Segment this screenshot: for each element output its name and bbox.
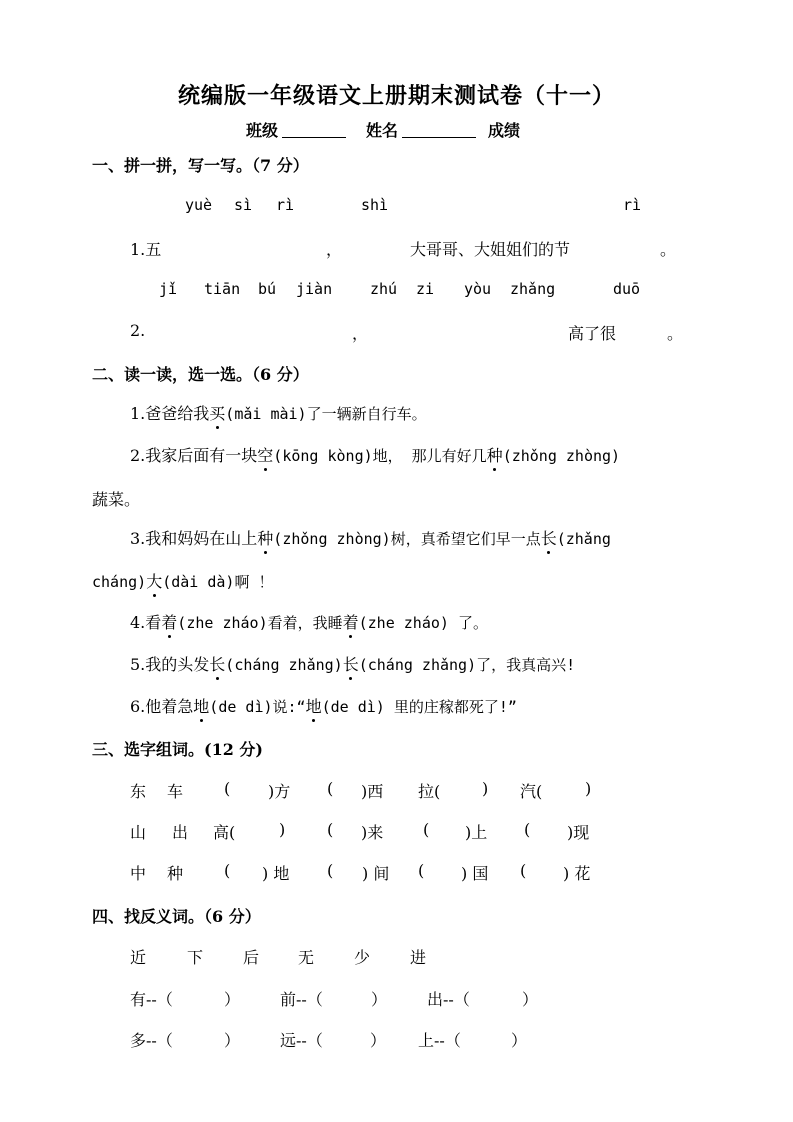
q-text: (mǎi mài)了一辆新自行车。 xyxy=(225,405,427,423)
q-text: (zhǎng xyxy=(556,530,611,548)
pinyin: sì xyxy=(234,196,253,214)
cell: ) 间 xyxy=(362,864,390,883)
dotted-char: 种 xyxy=(487,443,503,466)
line-1-comma: ， xyxy=(326,240,343,259)
pinyin: duō xyxy=(613,280,641,298)
pinyin: yuè xyxy=(185,196,213,214)
pinyin: rì xyxy=(276,196,295,214)
dotted-char: 长 xyxy=(209,652,225,675)
dotted-char: 着 xyxy=(161,610,177,633)
cell: 汽( xyxy=(520,782,543,801)
cell: 山 xyxy=(130,823,147,842)
pair: ） xyxy=(370,1031,387,1050)
word: 进 xyxy=(410,948,427,967)
q-text: (dài dà)啊 ！ xyxy=(162,573,274,591)
pinyin: yòu xyxy=(464,280,492,298)
pinyin: jǐ xyxy=(159,280,178,298)
word: 后 xyxy=(243,948,260,967)
name-blank[interactable] xyxy=(402,121,476,138)
q-text: 5.我的头发 xyxy=(130,655,210,674)
cell: ( xyxy=(524,820,531,839)
pinyin: zi xyxy=(416,280,435,298)
line-2-number: 2. xyxy=(130,321,146,340)
q-text: (cháng zhǎng) xyxy=(225,656,343,674)
line-1-text: 大哥哥、大姐姐们的节 xyxy=(410,240,571,259)
pair: ） xyxy=(511,1031,528,1050)
cell: ) 国 xyxy=(461,864,489,883)
pair: 有--（ xyxy=(130,990,173,1009)
cell: ) xyxy=(279,820,286,839)
word: 下 xyxy=(187,948,204,967)
q-text: 4.看 xyxy=(130,613,162,632)
question-5 xyxy=(130,652,575,675)
pair: 出--（ xyxy=(427,990,470,1009)
line-1-number: 1.五 xyxy=(130,240,162,259)
question-1 xyxy=(130,401,427,424)
line-2-comma: ， xyxy=(352,324,369,343)
section-1-heading: 一、拼一拼，写一写。（7 分） xyxy=(92,156,309,175)
dotted-char: 大 xyxy=(146,569,162,592)
pair: ） xyxy=(224,990,241,1009)
q-text: (zhe zháo) 了。 xyxy=(358,614,488,632)
pinyin: jiàn xyxy=(296,280,333,298)
page-title: 统编版一年级语文上册期末测试卷（十一） xyxy=(177,83,615,109)
cell: ) xyxy=(585,779,592,798)
cell: 东 xyxy=(130,782,147,801)
cell: ) 地 xyxy=(262,864,290,883)
dotted-char: 着 xyxy=(343,610,359,633)
pinyin: bú xyxy=(258,280,277,298)
q-text: 3.我和妈妈在山上 xyxy=(130,529,258,548)
q-text: (de dì) 里的庄稼都死了!” xyxy=(321,698,517,716)
dotted-char: 地 xyxy=(193,694,209,717)
cell: )现 xyxy=(567,823,590,842)
cell: ( xyxy=(224,861,231,880)
cell: ) xyxy=(482,779,489,798)
question-3 xyxy=(130,526,611,549)
pinyin: zhú xyxy=(370,280,398,298)
cell: ( xyxy=(224,779,231,798)
pinyin: rì xyxy=(623,196,642,214)
pair: 前--（ xyxy=(280,990,323,1009)
cell: ) 花 xyxy=(563,864,591,883)
pair: 上--（ xyxy=(418,1031,461,1050)
cell: ( xyxy=(520,861,527,880)
question-3-cont xyxy=(92,569,273,592)
q-text: cháng) xyxy=(92,573,147,591)
q-text: 6.他着急 xyxy=(130,697,194,716)
class-blank[interactable] xyxy=(282,121,346,138)
dotted-char: 买 xyxy=(209,401,225,424)
cell: )来 xyxy=(361,823,384,842)
cell: )西 xyxy=(361,782,384,801)
cell: 车 xyxy=(167,782,184,801)
pinyin: tiān xyxy=(204,280,241,298)
q-text: (kōng kòng)地， 那儿有好几 xyxy=(273,447,487,465)
q-text: (zhǒng zhòng) xyxy=(502,447,621,465)
cell: 高( xyxy=(213,823,236,842)
question-2-cont: 蔬菜。 xyxy=(92,490,141,509)
cell: )方 xyxy=(268,782,291,801)
line-1-end: 。 xyxy=(660,240,677,259)
question-2 xyxy=(130,443,620,466)
cell: ( xyxy=(423,820,430,839)
pair: ） xyxy=(224,1031,241,1050)
word: 近 xyxy=(130,948,147,967)
dotted-char: 地 xyxy=(306,694,322,717)
q-text: (zhe zháo)看着，我睡 xyxy=(177,614,343,632)
pair: 多--（ xyxy=(130,1031,173,1050)
line-2-end: 。 xyxy=(667,324,684,343)
q-text: (de dì)说:“ xyxy=(209,698,306,716)
pair: ） xyxy=(522,990,539,1009)
q-text: (zhǒng zhòng)树，真希望它们早一点 xyxy=(273,530,541,548)
cell: 拉( xyxy=(418,782,441,801)
q-text: (cháng zhǎng)了，我真高兴! xyxy=(358,656,576,674)
section-2-heading: 二、读一读，选一选。（6 分） xyxy=(92,365,309,384)
dotted-char: 长 xyxy=(343,652,359,675)
dotted-char: 空 xyxy=(257,443,273,466)
cell: ( xyxy=(418,861,425,880)
cell: 种 xyxy=(167,864,184,883)
cell: ( xyxy=(327,820,334,839)
name-label: 姓名 xyxy=(366,121,399,140)
q-text: 2.我家后面有一块 xyxy=(130,446,258,465)
dotted-char: 种 xyxy=(257,526,273,549)
score-label: 成绩 xyxy=(488,121,521,140)
pair: 远--（ xyxy=(280,1031,323,1050)
line-2-text: 高了很 xyxy=(568,324,617,343)
section-3-heading: 三、选字组词。(12 分) xyxy=(92,740,263,759)
dotted-char: 长 xyxy=(541,526,557,549)
cell: ( xyxy=(327,779,334,798)
cell: )上 xyxy=(465,823,488,842)
question-4 xyxy=(130,610,488,633)
cell: ( xyxy=(327,861,334,880)
word: 无 xyxy=(298,948,315,967)
class-label: 班级 xyxy=(246,121,279,140)
pinyin: shì xyxy=(361,196,389,214)
q-text: 1.爸爸给我 xyxy=(130,404,210,423)
question-6 xyxy=(130,694,517,717)
pinyin: zhǎng xyxy=(510,280,556,298)
pair: ） xyxy=(371,990,388,1009)
section-4-heading: 四、找反义词。（6 分） xyxy=(92,907,261,926)
cell: 出 xyxy=(172,823,189,842)
cell: 中 xyxy=(130,864,147,883)
word: 少 xyxy=(354,948,371,967)
